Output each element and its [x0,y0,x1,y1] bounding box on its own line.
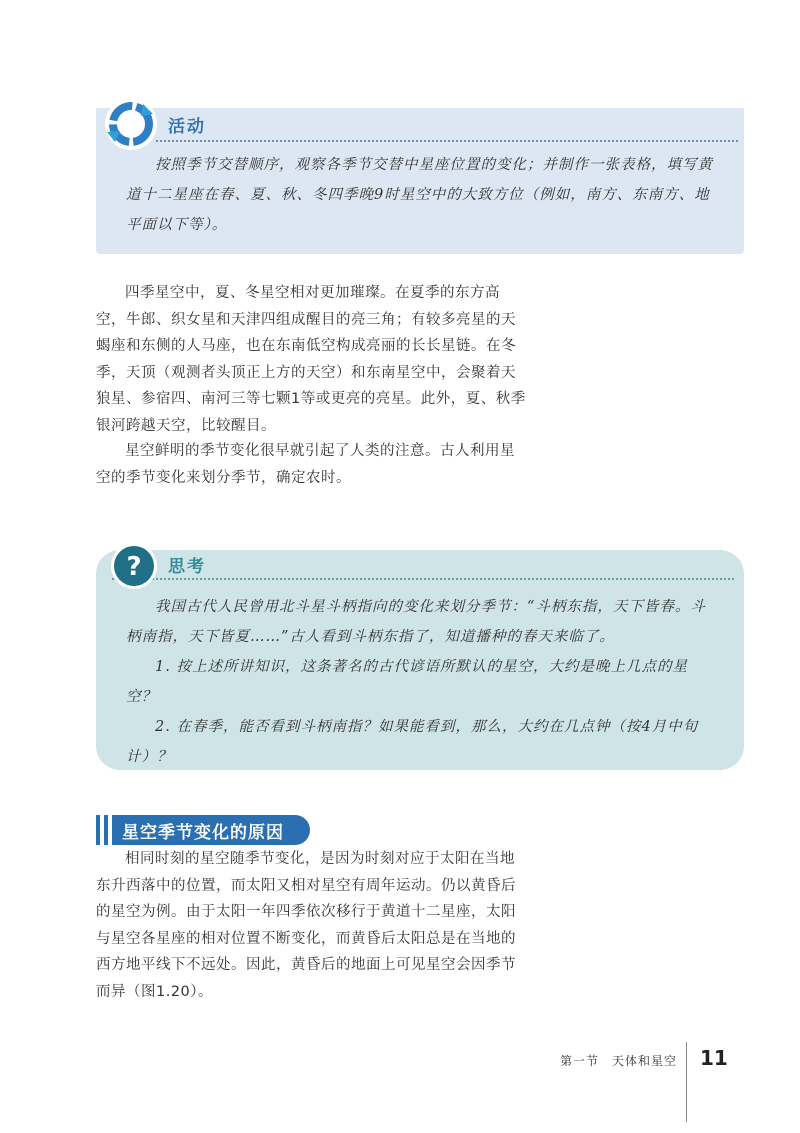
think-body [126,592,718,772]
section-heading-bar [96,815,100,845]
section-heading-bar [104,815,108,845]
think-question-1: 1. 按上述所讲知识，这条著名的古代谚语所默认的星空，大约是晚上几点的星空？ [126,659,688,705]
svg-text:?: ? [126,552,142,582]
page-number: 11 [700,1046,728,1070]
section-heading [96,815,310,845]
main-paragraph-1: 四季星空中，夏、冬星空相对更加璀璨。在夏季的东方高空，牛郎、织女星和天津四组成醒目的亮三角；有较多亮星的天蝎座和东侧的人马座，也在东南低空构成亮丽的长长星链。在冬季，天顶（观测者头顶正上方的天空）和东南星空中，会聚着天狼星、参宿四、南河三等七颗1等或更亮的亮星。此外，夏、秋季银河跨越天空，比较醒目。 [96,285,526,434]
think-intro: 我国古代人民曾用北斗星斗柄指向的变化来划分季节：“斗柄东指，天下皆春。斗柄南指，天下皆夏……”古人看到斗柄东指了，知道播种的春天来临了。 [126,599,706,645]
section-heading-label: 星空季节变化的原因 [112,815,310,845]
question-mark-icon [110,542,158,590]
activity-divider [156,140,738,142]
footer-chapter-title: 第一节 天体和星空 [560,1054,678,1068]
activity-title: 活动 [168,117,206,137]
activity-box [96,108,744,254]
think-question-2: 2. 在春季，能否看到斗柄南指？如果能看到，那么，大约在几点钟（按4月中旬计）？ [126,719,699,765]
main-paragraph-2: 星空鲜明的季节变化很早就引起了人类的注意。古人利用星空的季节变化来划分季节，确定农时。 [96,443,515,486]
cycle-arrows-icon [103,96,159,152]
think-box [96,550,744,770]
activity-body: 按照季节交替顺序，观察各季节交替中星座位置的变化；并制作一张表格，填写黄道十二星座在春、夏、秋、冬四季晚9时星空中的大致方位（例如，南方、东南方、地平面以下等）。 [126,157,713,233]
footer-divider [686,1042,687,1122]
think-title: 思考 [168,557,206,577]
think-divider [112,578,734,580]
section-paragraph: 相同时刻的星空随季节变化，是因为时刻对应于太阳在当地东升西落中的位置，而太阳又相对星空有周年运动。仍以黄昏后的星空为例。由于太阳一年四季依次移行于黄道十二星座，太阳与星空各星座的相对位置不断变化，而黄昏后太阳总是在当地的西方地平线下不远处。因此，黄昏后的地面上可见星空会因季节而异（图1.20）。 [96,851,516,1000]
